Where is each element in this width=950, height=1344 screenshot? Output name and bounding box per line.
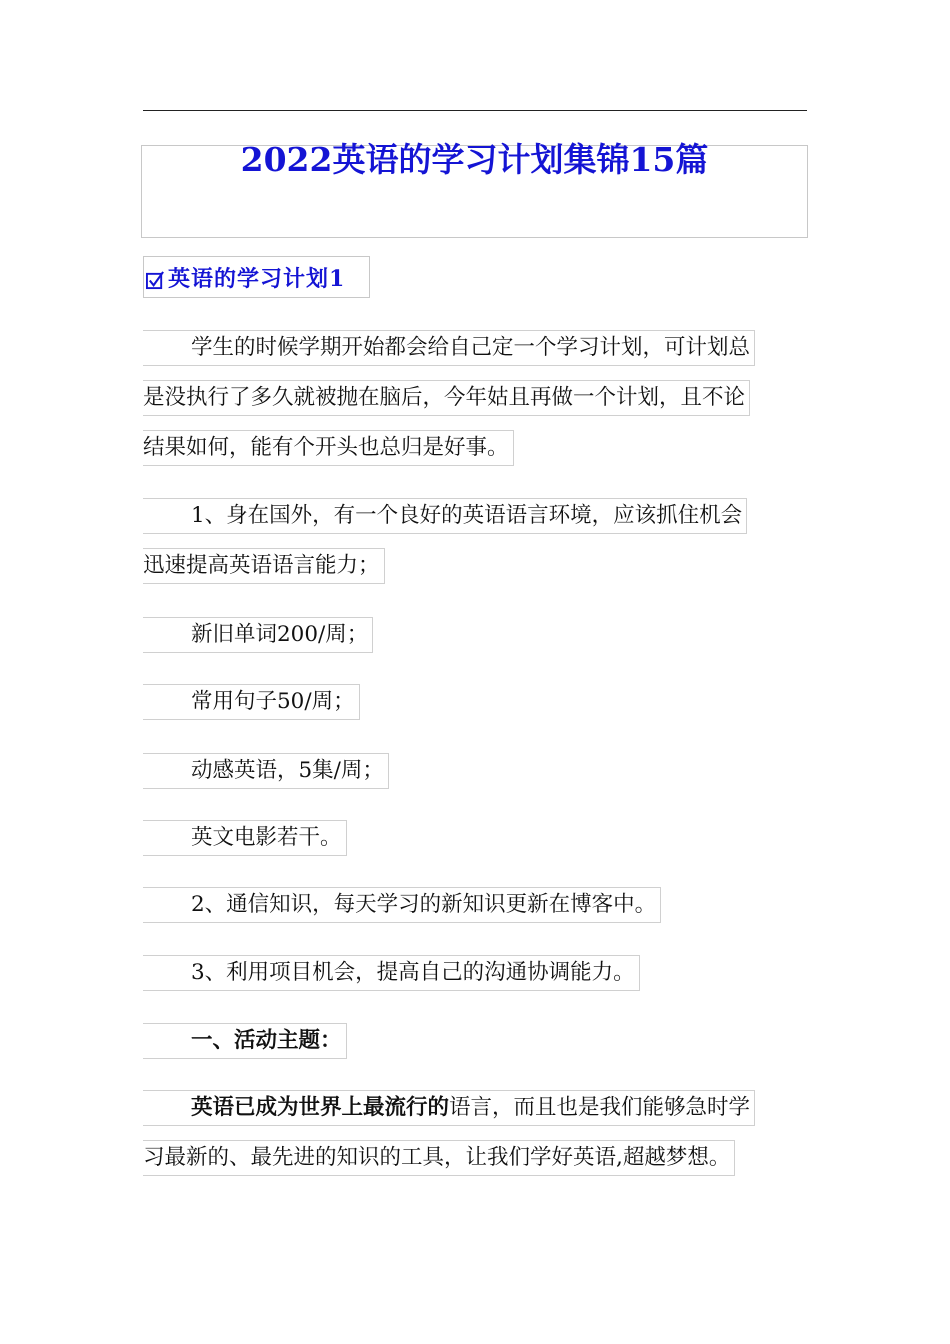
- section-heading-label: 英语的学习计划1: [168, 265, 346, 292]
- paragraph-line: 语言，而且也是我们能够急时学: [449, 1095, 751, 1120]
- paragraph-episodes: [143, 746, 389, 796]
- paragraph-theme-body: [143, 1083, 755, 1183]
- paragraph-intro: [143, 323, 755, 473]
- paragraph-line: 是没执行了多久就被抛在脑后，今年姑且再做一个计划，且不论: [143, 385, 746, 410]
- paragraph-words: [143, 610, 373, 660]
- paragraph-item-2: [143, 880, 661, 930]
- paragraph-line: 学生的时候学期开始都会给自己定一个学习计划，可计划总: [191, 335, 751, 360]
- document-title: 2022英语的学习计划集锦15篇: [240, 140, 709, 179]
- bold-lead-text: 英语已成为世界上最流行的: [191, 1095, 450, 1120]
- paragraph-line: 动感英语，5集/周；: [191, 758, 384, 783]
- paragraph-line: 习最新的、最先进的知识的工具，让我们学好英语,超越梦想。: [143, 1145, 731, 1170]
- paragraph-line: 1、身在国外，有一个良好的英语语言环境，应该抓住机会: [191, 503, 743, 528]
- activity-theme-heading: [143, 1016, 347, 1066]
- checkbox-checked-icon: [146, 271, 165, 290]
- paragraph-line: 结果如何，能有个开头也总归是好事。: [143, 435, 509, 460]
- paragraph-item-3: [143, 948, 640, 998]
- paragraph-line: 英文电影若干。: [191, 825, 342, 850]
- top-rule: [143, 110, 807, 111]
- paragraph-line: 常用句子50/周；: [191, 689, 355, 714]
- paragraph-item-1: [143, 491, 747, 591]
- paragraph-sentences: [143, 677, 360, 727]
- paragraph-line: 迅速提高英语语言能力；: [143, 553, 380, 578]
- paragraph-line: 2、通信知识，每天学习的新知识更新在博客中。: [191, 892, 657, 917]
- paragraph-line: 新旧单词200/周；: [191, 622, 369, 647]
- paragraph-movies: [143, 813, 347, 863]
- section-heading: [143, 256, 370, 298]
- paragraph-line: 一、活动主题：: [191, 1028, 342, 1053]
- paragraph-line: 3、利用项目机会，提高自己的沟通协调能力。: [191, 960, 635, 985]
